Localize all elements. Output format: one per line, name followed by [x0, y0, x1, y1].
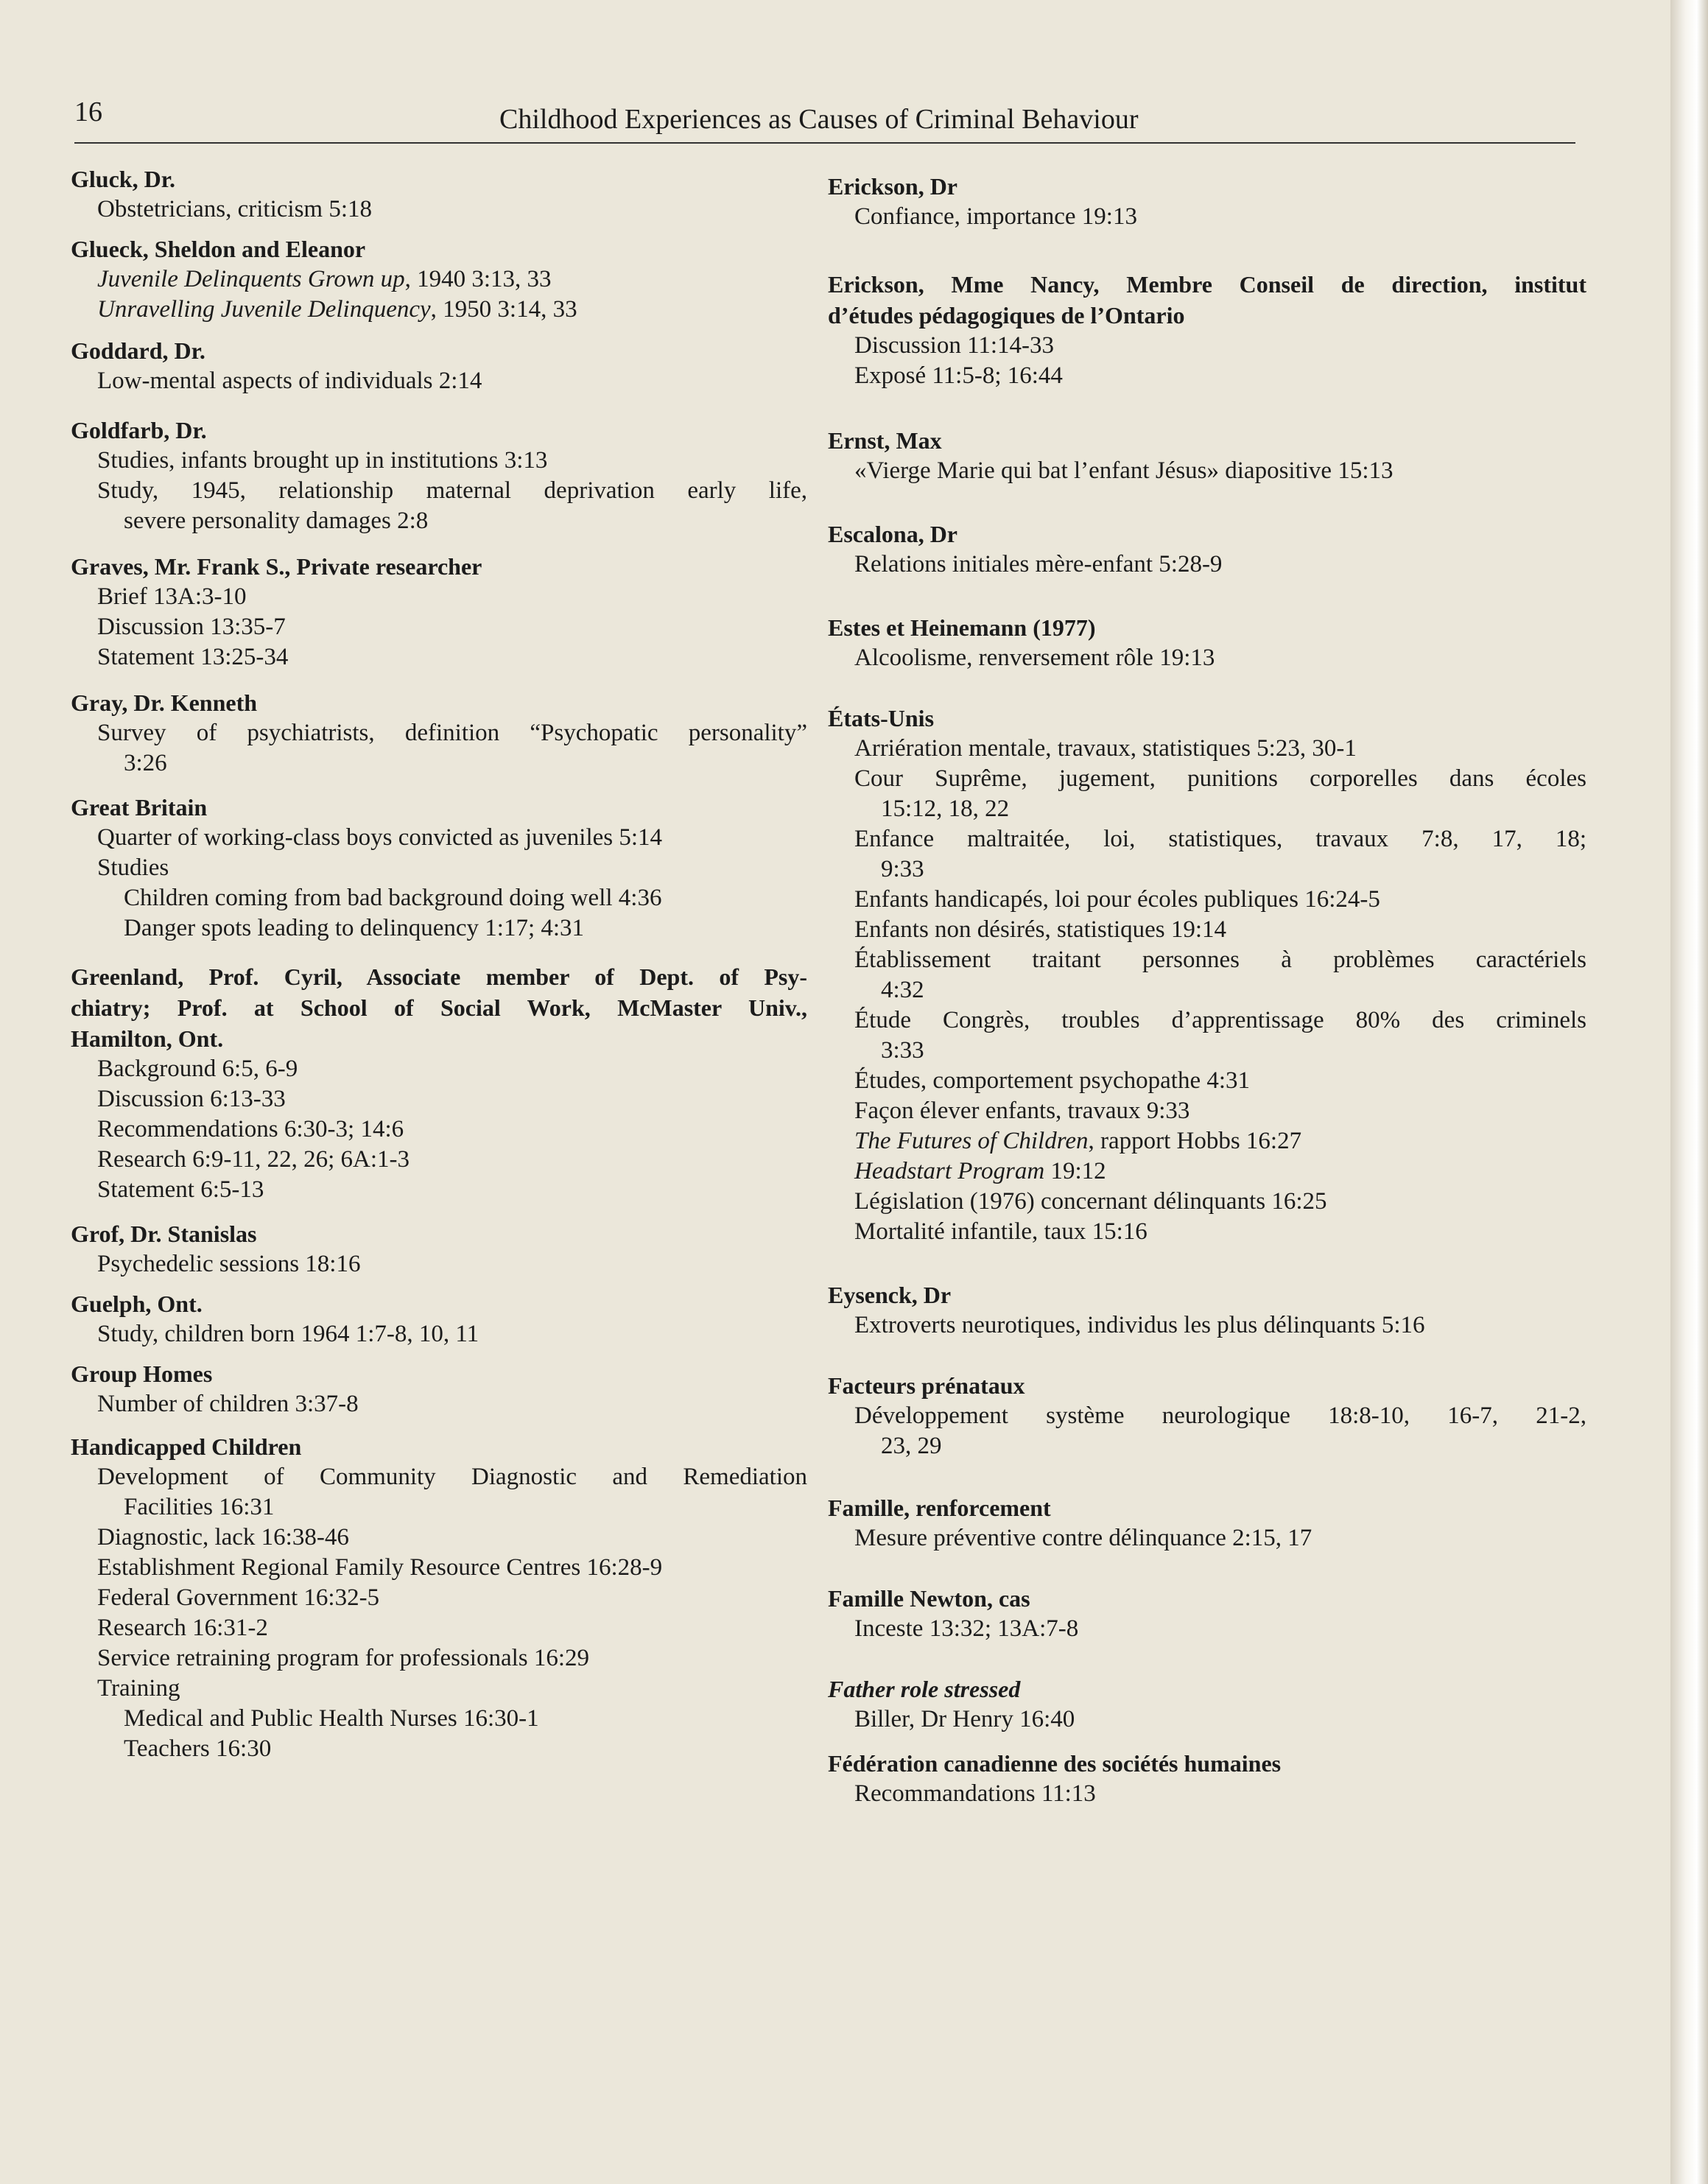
entry-line: 23, 29: [881, 1433, 942, 1459]
entry-line: Danger spots leading to delinquency 1:17; 4:31: [124, 915, 585, 941]
book-binding-edge: [1670, 0, 1708, 2184]
entry-heading: Greenland, Prof. Cyril, Associate member of Dept. of Psy-: [71, 963, 807, 990]
entry-heading: Goddard, Dr.: [71, 337, 205, 364]
entry-line: Children coming from bad background doing well 4:36: [124, 885, 662, 911]
entry-line: Survey of psychiatrists, definition “Psychopatic personality”: [97, 720, 807, 746]
index-entry: [828, 1748, 1586, 1809]
entry-line: Étude Congrès, troubles d’apprentissage 80% des criminels: [854, 1007, 1586, 1033]
entry-heading: Goldfarb, Dr.: [71, 417, 207, 443]
index-entry: [71, 1358, 807, 1419]
entry-line: Studies, infants brought up in institutions 3:13: [97, 447, 548, 474]
entry-line: Facilities 16:31: [124, 1494, 275, 1520]
index-entry: [828, 612, 1586, 673]
index-entry: [828, 1583, 1586, 1644]
entry-heading: Escalona, Dr: [828, 521, 957, 547]
entry-ref: 19:12: [1044, 1158, 1106, 1184]
entry-line: Psychedelic sessions 18:16: [97, 1251, 361, 1277]
entry-heading: Facteurs prénataux: [828, 1372, 1025, 1399]
entry-line: Façon élever enfants, travaux 9:33: [854, 1098, 1190, 1124]
entry-line: Cour Suprême, jugement, punitions corporelles dans écoles: [854, 765, 1586, 792]
entry-line: Number of children 3:37-8: [97, 1391, 359, 1417]
entry-heading: Gray, Dr. Kenneth: [71, 689, 258, 716]
work-title: Unravelling Juvenile Delinquency: [97, 296, 431, 323]
entry-line: Background 6:5, 6-9: [97, 1056, 298, 1082]
entry-line: Study, children born 1964 1:7-8, 10, 11: [97, 1321, 479, 1347]
entry-heading: Father role stressed: [828, 1676, 1021, 1702]
entry-line: Obstetricians, criticism 5:18: [97, 196, 373, 222]
index-entry: [828, 171, 1586, 232]
entry-line: Relations initiales mère-enfant 5:28-9: [854, 551, 1223, 577]
entry-line: «Vierge Marie qui bat l’enfant Jésus» diapositive 15:13: [854, 457, 1394, 484]
index-entry: [71, 164, 807, 225]
work-title: Juvenile Delinquents Grown up: [97, 266, 405, 292]
index-entry: [71, 792, 807, 944]
entry-line: Développement système neurologique 18:8-10, 16-7, 21-2,: [854, 1402, 1586, 1429]
entry-line: Studies: [97, 854, 169, 881]
entry-line: Federal Government 16:32-5: [97, 1584, 380, 1611]
entry-line: Législation (1976) concernant délinquants 16:25: [854, 1188, 1327, 1215]
index-entry: [828, 1279, 1586, 1341]
work-title: Headstart Program: [854, 1158, 1045, 1184]
entry-heading: Hamilton, Ont.: [71, 1025, 224, 1052]
index-entry: [71, 335, 807, 396]
entry-line: Extroverts neurotiques, individus les plus délinquants 5:16: [854, 1312, 1425, 1338]
entry-line: Discussion 6:13-33: [97, 1086, 286, 1112]
entry-line: [828, 1156, 1586, 1187]
index-entry: [71, 551, 807, 673]
index-entry: [71, 234, 807, 325]
entry-line: Biller, Dr Henry 16:40: [854, 1706, 1075, 1732]
entry-heading: Famille, renforcement: [828, 1495, 1051, 1521]
index-entry: [828, 425, 1586, 486]
entry-heading: Estes et Heinemann (1977): [828, 614, 1096, 641]
entry-heading: Group Homes: [71, 1360, 213, 1387]
entry-line: Arriération mentale, travaux, statistiques 5:23, 30-1: [854, 735, 1357, 762]
entry-heading: Famille Newton, cas: [828, 1585, 1030, 1612]
entry-heading: Fédération canadienne des sociétés humaines: [828, 1750, 1282, 1777]
entry-ref: , 1950 3:14, 33: [430, 296, 577, 323]
entry-line: Low-mental aspects of individuals 2:14: [97, 368, 482, 394]
entry-line: Development of Community Diagnostic and Remediation: [97, 1464, 807, 1490]
entry-line: 4:32: [881, 977, 924, 1003]
entry-ref: , rapport Hobbs 16:27: [1088, 1128, 1302, 1154]
entry-heading: Erickson, Mme Nancy, Membre Conseil de direction, institut: [828, 271, 1586, 298]
entry-line: Diagnostic, lack 16:38-46: [97, 1524, 349, 1551]
entry-line: Alcoolisme, renversement rôle 19:13: [854, 645, 1215, 671]
entry-heading: Handicapped Children: [71, 1433, 302, 1460]
index-entry: [828, 703, 1586, 1247]
entry-line: Enfance maltraitée, loi, statistiques, travaux 7:8, 17, 18;: [854, 826, 1586, 852]
entry-line: Statement 6:5-13: [97, 1176, 264, 1203]
entry-line: 15:12, 18, 22: [881, 796, 1010, 822]
entry-heading: Ernst, Max: [828, 427, 942, 454]
entry-line: Discussion 13:35-7: [97, 614, 286, 640]
entry-line: Research 6:9-11, 22, 26; 6A:1-3: [97, 1146, 410, 1173]
index-entry: [71, 1288, 807, 1349]
entry-heading: Guelph, Ont.: [71, 1291, 203, 1317]
entry-heading: États-Unis: [828, 705, 935, 731]
entry-ref: , 1940 3:13, 33: [404, 266, 552, 292]
entry-line: Establishment Regional Family Resource Centres 16:28-9: [97, 1554, 663, 1581]
entry-line: severe personality damages 2:8: [124, 508, 429, 534]
entry-line: 9:33: [881, 856, 924, 882]
entry-line: 3:26: [124, 750, 167, 776]
index-entry: [828, 519, 1586, 580]
page-number: 16: [74, 96, 102, 127]
index-entry: [71, 1218, 807, 1279]
entry-heading: Glueck, Sheldon and Eleanor: [71, 236, 366, 262]
entry-line: Recommendations 6:30-3; 14:6: [97, 1116, 404, 1142]
running-title: Childhood Experiences as Causes of Criminal Behaviour: [499, 104, 1139, 135]
entry-line: Inceste 13:32; 13A:7-8: [854, 1615, 1079, 1642]
index-entry: [71, 415, 807, 536]
index-entry: [71, 1431, 807, 1764]
index-entry: [828, 1492, 1586, 1553]
entry-line: Recommandations 11:13: [854, 1780, 1096, 1807]
work-title: The Futures of Children: [854, 1128, 1089, 1154]
index-entry: [828, 1674, 1586, 1735]
entry-heading: Great Britain: [71, 794, 208, 821]
entry-line: 3:33: [881, 1037, 924, 1064]
entry-line: Brief 13A:3-10: [97, 583, 247, 610]
entry-heading: Graves, Mr. Frank S., Private researcher: [71, 553, 482, 580]
entry-line: Enfants handicapés, loi pour écoles publiques 16:24-5: [854, 886, 1380, 913]
entry-line: Études, comportement psychopathe 4:31: [854, 1067, 1251, 1094]
entry-heading: d’études pédagogiques de l’Ontario: [828, 302, 1185, 329]
entry-line: Service retraining program for professionals 16:29: [97, 1645, 590, 1671]
entry-line: Study, 1945, relationship maternal deprivation early life,: [97, 477, 807, 504]
index-entry: [71, 961, 807, 1205]
entry-line: Statement 13:25-34: [97, 644, 289, 670]
entry-line: Exposé 11:5-8; 16:44: [854, 362, 1063, 389]
entry-heading: Eysenck, Dr: [828, 1282, 952, 1308]
entry-line: Discussion 11:14-33: [854, 332, 1055, 359]
index-column-left: [71, 164, 807, 1764]
index-entry: [828, 269, 1586, 391]
entry-line: Training: [97, 1675, 180, 1702]
entry-line: [828, 1126, 1586, 1156]
running-head: [74, 96, 1577, 140]
entry-line: Mesure préventive contre délinquance 2:15, 17: [854, 1525, 1312, 1551]
entry-line: [71, 264, 807, 295]
entry-heading: Grof, Dr. Stanislas: [71, 1221, 257, 1247]
entry-heading: Gluck, Dr.: [71, 166, 175, 192]
entry-line: Confiance, importance 19:13: [854, 203, 1137, 230]
entry-heading: Erickson, Dr: [828, 173, 957, 200]
entry-line: Teachers 16:30: [124, 1735, 272, 1762]
entry-line: Quarter of working-class boys convicted as juveniles 5:14: [97, 824, 663, 851]
index-entry: [828, 1370, 1586, 1461]
entry-line: Établissement traitant personnes à problèmes caractériels: [854, 947, 1586, 973]
entry-heading: chiatry; Prof. at School of Social Work, McMaster Univ.,: [71, 994, 807, 1021]
entry-line: [71, 295, 807, 325]
index-column-right: [828, 171, 1586, 1809]
header-rule: [74, 142, 1575, 144]
entry-line: Mortalité infantile, taux 15:16: [854, 1218, 1148, 1245]
entry-line: Enfants non désirés, statistiques 19:14: [854, 916, 1227, 943]
entry-line: Research 16:31-2: [97, 1615, 268, 1641]
entry-line: Medical and Public Health Nurses 16:30-1: [124, 1705, 539, 1732]
index-entry: [71, 687, 807, 779]
